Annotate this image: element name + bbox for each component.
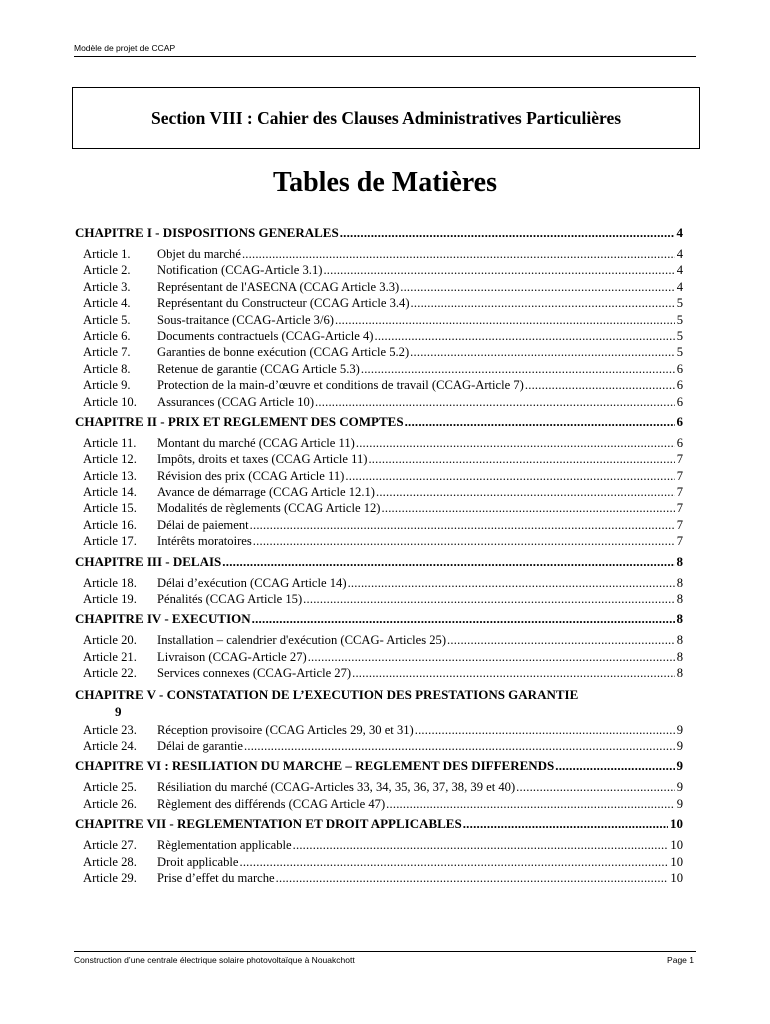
toc-article[interactable] [75,469,683,485]
toc-article[interactable] [75,247,683,263]
dot-leader [242,247,675,262]
article-page: 7 [676,485,683,500]
article-title: Services connexes (CCAG-Article 27) [157,666,352,681]
toc-chapter[interactable] [75,554,683,573]
article-title: Objet du marché [157,247,241,261]
toc-chapter[interactable] [75,686,683,720]
toc-article[interactable] [75,723,683,739]
chapter-page: 4 [676,225,683,240]
toc-article[interactable] [75,855,683,871]
page-number: Page 1 [667,955,694,965]
article-number: Article 6. [83,328,131,343]
article-page: 6 [676,361,683,376]
dot-leader [315,395,675,410]
article-title: Règlementation applicable [157,838,292,853]
toc-chapter[interactable] [75,611,683,630]
article-page: 7 [676,534,683,549]
article-page: 4 [676,247,683,261]
article-page: 10 [670,870,683,885]
article-title: Délai de paiement [157,517,249,532]
toc-article[interactable] [75,576,683,592]
toc-article[interactable] [75,345,683,361]
article-number: Article 18. [83,575,137,590]
article-number: Article 2. [83,263,131,278]
article-title: Résiliation du marché (CCAG-Articles 33, 34, 35, 36, 37, 38, 39 et 40) [157,780,516,795]
article-number: Article 5. [83,312,131,327]
toc-article[interactable] [75,838,683,854]
section-title-box [72,87,700,149]
article-page: 4 [676,263,683,278]
article-page: 7 [676,468,683,483]
article-number: Article 20. [83,633,137,648]
article-page: 9 [676,738,683,753]
dot-leader [222,554,674,570]
chapter-title: CHAPITRE V - CONSTATATION DE L’EXECUTION DES PRESTATIONS GARANTIE [75,686,579,702]
chapter-page: 8 [676,553,683,569]
chapter-page: 9 [115,703,122,719]
article-number: Article 24. [83,738,137,753]
article-number: Article 7. [83,345,131,360]
dot-leader [555,758,674,774]
dot-leader [368,452,674,467]
toc-article[interactable] [75,362,683,378]
article-number: Article 19. [83,592,137,607]
article-number: Article 16. [83,517,137,532]
article-page: 5 [676,296,683,311]
article-number: Article 1. [83,247,131,261]
article-title: Assurances (CCAG Article 10) [157,394,315,409]
chapter-title: CHAPITRE VI : RESILIATION DU MARCHE – REGLEMENT DES DIFFERENDS [75,758,555,774]
dot-leader [410,345,675,360]
dot-leader [516,780,675,795]
toc-article[interactable] [75,871,683,887]
dot-leader [308,650,675,665]
toc-article[interactable] [75,666,683,682]
chapter-title: CHAPITRE III - DELAIS [75,553,222,569]
dot-leader [345,469,674,484]
article-title: Montant du marché (CCAG Article 11) [157,435,355,450]
article-title: Pénalités (CCAG Article 15) [157,592,303,607]
article-number: Article 23. [83,722,137,737]
article-title: Notification (CCAG-Article 3.1) [157,263,323,278]
article-number: Article 11. [83,435,137,450]
chapter-page: 10 [670,816,683,832]
article-page: 8 [676,633,683,648]
dot-leader [386,797,675,812]
footer-divider [74,951,696,952]
toc-article[interactable] [75,780,683,796]
article-number: Article 9. [83,378,131,393]
toc-title: Tables de Matières [273,167,497,198]
section-title: Section VIII : Cahier des Clauses Administratives Particulières [150,107,622,128]
dot-leader [335,313,675,328]
chapter-title: CHAPITRE VII - REGLEMENTATION ET DROIT APPLICABLES [75,816,462,832]
article-title: Prise d’effet du marche [157,870,275,885]
dot-leader [250,518,675,533]
dot-leader [253,534,675,549]
toc-article[interactable] [75,378,683,394]
dot-leader [244,739,675,754]
toc-chapter[interactable] [75,414,683,433]
toc-article[interactable] [75,280,683,296]
article-title: Délai de garantie [157,738,244,753]
dot-leader [415,723,675,738]
article-title: Réception provisoire (CCAG Articles 29, 30 et 31) [157,722,414,737]
article-number: Article 8. [83,361,131,376]
toc-article[interactable] [75,501,683,517]
dot-leader [447,633,675,648]
dot-leader [252,611,675,627]
toc-article[interactable] [75,650,683,666]
toc-chapter[interactable] [75,225,683,244]
article-number: Article 13. [83,468,137,483]
article-page: 7 [676,517,683,532]
dot-leader [348,576,675,591]
article-title: Avance de démarrage (CCAG Article 12.1) [157,485,375,500]
article-page: 9 [676,722,683,737]
article-title: Règlement des différends (CCAG Article 47) [157,796,386,811]
dot-leader [400,280,674,295]
toc-article[interactable] [75,329,683,345]
article-title: Sous-traitance (CCAG-Article 3/6) [157,312,334,327]
chapter-page: 9 [676,758,683,774]
article-number: Article 15. [83,501,137,516]
toc-article[interactable] [75,263,683,279]
chapter-title: CHAPITRE II - PRIX ET REGLEMENT DES COMPTES [75,413,404,429]
toc-article[interactable] [75,296,683,312]
toc-article[interactable] [75,633,683,649]
article-title: Droit applicable [157,854,239,869]
article-page: 7 [676,501,683,516]
toc-article[interactable] [75,313,683,329]
toc-article[interactable] [75,739,683,755]
article-page: 9 [676,780,683,795]
article-number: Article 25. [83,780,137,795]
article-number: Article 21. [83,649,137,664]
dot-leader [525,378,675,393]
article-page: 7 [676,452,683,467]
article-number: Article 4. [83,296,131,311]
article-page: 8 [676,592,683,607]
page-header: Modèle de projet de CCAP [74,43,176,53]
article-title: Garanties de bonne exécution (CCAG Article 5.2) [157,345,410,360]
article-page: 8 [676,575,683,590]
article-number: Article 22. [83,666,137,681]
dot-leader [239,855,668,870]
article-number: Article 12. [83,452,137,467]
article-page: 5 [676,328,683,343]
article-number: Article 14. [83,485,137,500]
article-number: Article 26. [83,796,137,811]
article-number: Article 17. [83,534,137,549]
toc-article[interactable] [75,534,683,550]
article-page: 4 [676,279,683,294]
article-page: 8 [676,666,683,681]
article-title: Représentant de l'ASECNA (CCAG Article 3.3) [157,279,400,294]
toc-article[interactable] [75,452,683,468]
dot-leader [276,871,669,886]
article-title: Modalités de règlements (CCAG Article 12) [157,501,381,516]
toc-article[interactable] [75,797,683,813]
article-title: Protection de la main-d’œuvre et conditions de travail (CCAG-Article 7) [157,378,524,393]
dot-leader [340,225,675,241]
chapter-page: 8 [676,611,683,627]
dot-leader [356,436,675,451]
footer-left: Construction d’une centrale électrique solaire photovoltaïque à Nouakchott [74,955,355,965]
article-title: Livraison (CCAG-Article 27) [157,649,307,664]
toc-chapter[interactable] [75,758,683,777]
article-page: 6 [676,378,683,393]
article-title: Installation – calendrier d'exécution (CCAG- Articles 25) [157,633,447,648]
article-title: Documents contractuels (CCAG-Article 4) [157,328,374,343]
article-title: Délai d’exécution (CCAG Article 14) [157,575,347,590]
dot-leader [374,329,674,344]
toc-chapter[interactable] [75,816,683,835]
article-number: Article 29. [83,870,137,885]
chapter-page: 6 [676,413,683,429]
toc-article[interactable] [75,518,683,534]
article-title: Impôts, droits et taxes (CCAG Article 11) [157,452,368,467]
dot-leader [382,501,675,516]
dot-leader [376,485,675,500]
header-divider [74,56,696,57]
article-page: 10 [670,838,683,853]
article-title: Représentant du Constructeur (CCAG Article 3.4) [157,296,410,311]
toc-article[interactable] [75,485,683,501]
dot-leader [361,362,675,377]
dot-leader [463,816,668,832]
dot-leader [323,263,674,278]
dot-leader [293,838,669,853]
article-page: 8 [676,649,683,664]
toc-article[interactable] [75,592,683,608]
dot-leader [352,666,675,681]
toc-article[interactable] [75,395,683,411]
article-page: 6 [676,394,683,409]
article-title: Révision des prix (CCAG Article 11) [157,468,345,483]
article-page: 9 [676,796,683,811]
toc-article[interactable] [75,436,683,452]
article-page: 5 [676,312,683,327]
article-title: Retenue de garantie (CCAG Article 5.3) [157,361,360,376]
chapter-title: CHAPITRE I - DISPOSITIONS GENERALES [75,225,339,240]
table-of-contents [75,225,683,887]
dot-leader [411,296,675,311]
article-number: Article 27. [83,838,137,853]
article-page: 10 [670,854,683,869]
article-title: Intérêts moratoires [157,534,252,549]
chapter-title: CHAPITRE IV - EXECUTION [75,611,251,627]
dot-leader [303,592,675,607]
article-page: 6 [676,435,683,450]
article-number: Article 10. [83,394,137,409]
dot-leader [405,414,675,430]
article-page: 5 [676,345,683,360]
article-number: Article 3. [83,279,131,294]
article-number: Article 28. [83,854,137,869]
